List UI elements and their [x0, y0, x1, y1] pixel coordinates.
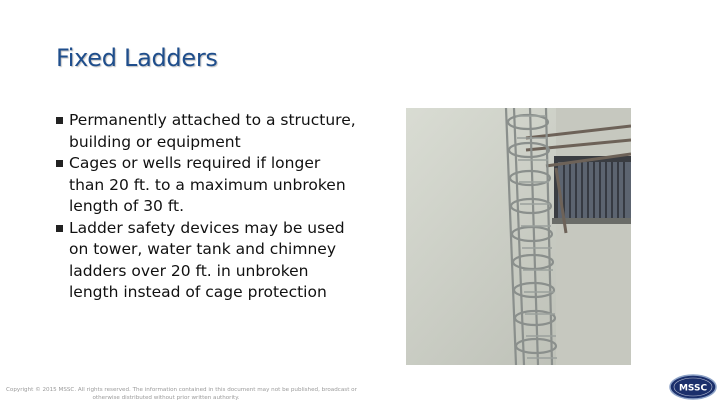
bullet-text: Ladder safety devices may be used on tower, water tank and chimney ladders over 20 ft. in unbroken length instead of cage protection — [69, 218, 345, 301]
mssc-logo — [668, 373, 718, 401]
slide-title: Fixed Ladders — [56, 44, 218, 72]
square-bullet-icon — [56, 160, 63, 167]
svg-text:MSSC: MSSC — [678, 383, 708, 394]
bullet-item — [56, 110, 356, 153]
square-bullet-icon — [56, 117, 63, 124]
copyright-line-2: otherwise distributed without prior written authority. — [92, 395, 240, 401]
copyright-footer — [6, 386, 357, 402]
bullet-text: Permanently attached to a structure, building or equipment — [69, 111, 356, 151]
square-bullet-icon — [56, 225, 63, 232]
bullet-text: Cages or wells required if longer than 20 ft. to a maximum unbroken length of 30 ft. — [69, 154, 346, 215]
bullet-item — [56, 218, 356, 304]
bullet-list — [56, 110, 356, 304]
bullet-item — [56, 153, 356, 218]
copyright-line-1: Copyright © 2015 MSSC. All rights reserved. The information contained in this document may not be published, broadcast or — [6, 387, 357, 393]
fixed-ladder-photo — [406, 108, 631, 365]
